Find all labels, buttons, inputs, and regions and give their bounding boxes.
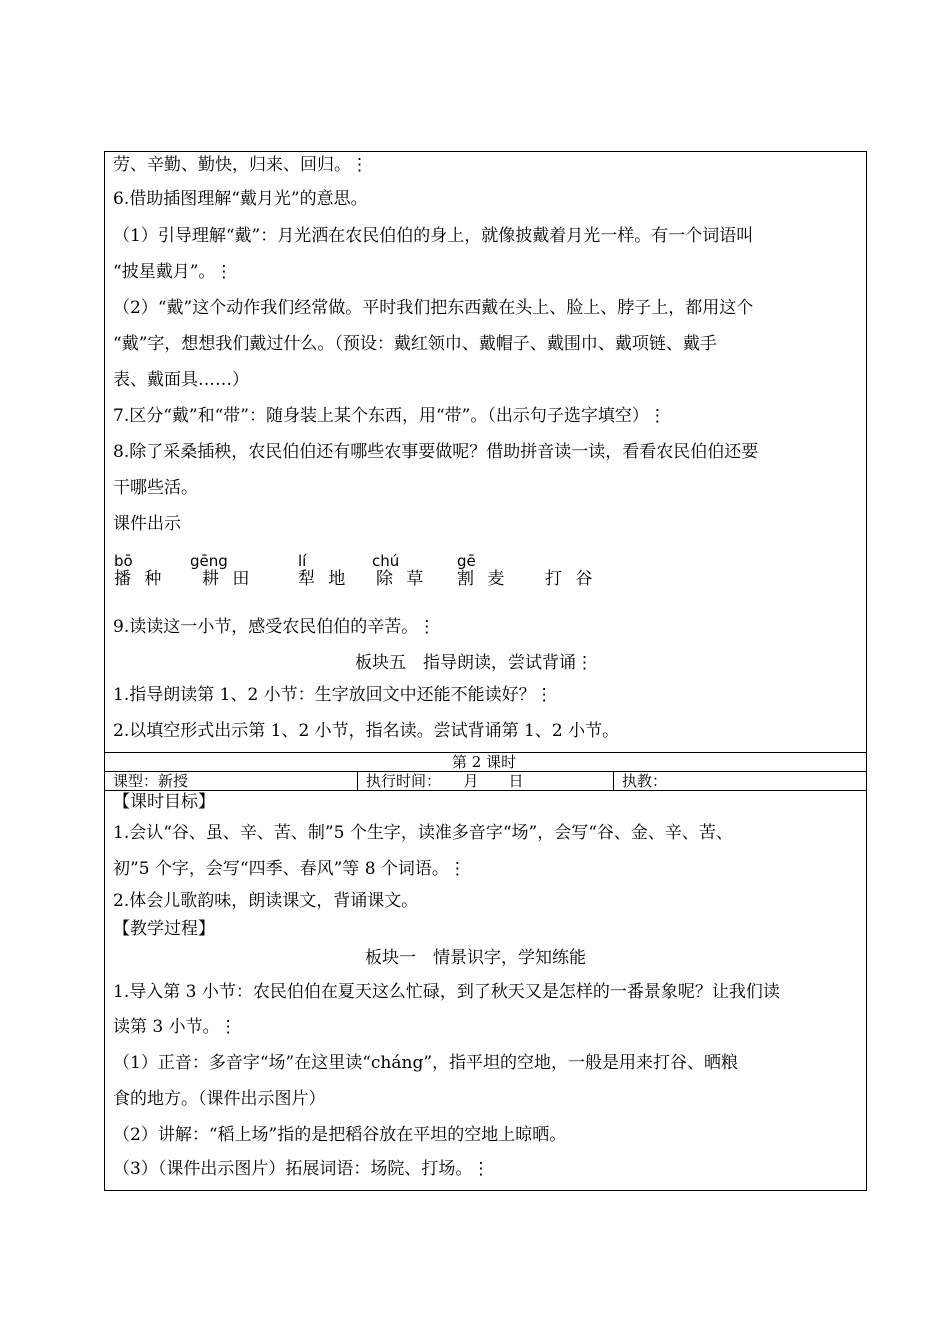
section-title: 板块一 情景识字，学知练能	[365, 948, 586, 968]
word: 播 种	[114, 569, 166, 589]
text-line: （2）讲解：“稻上场”指的是把稻谷放在平坦的空地上晾晒。	[113, 1125, 567, 1145]
text-line: 读第 3 小节。⋮	[113, 1017, 237, 1037]
text-line: 7.区分“戴”和“带”：随身装上某个东西，用“带”。（出示句子选字填空）⋮	[113, 406, 666, 426]
text-line: （3）（课件出示图片）拓展词语：场院、打场。⋮	[113, 1159, 490, 1179]
text-line: 6.借助插图理解“戴月光”的意思。	[113, 189, 368, 209]
text-line: 1.指导朗读第 1、2 小节：生字放回文中还能不能读好？⋮	[113, 685, 553, 705]
text-line: 8.除了采桑插秧，农民伯伯还有哪些农事要做呢？借助拼音读一读，看看农民伯伯还要	[113, 442, 759, 462]
text-line: “戴”字，想想我们戴过什么。（预设：戴红领巾、戴帽子、戴围巾、戴项链、戴手	[113, 334, 717, 354]
divider	[104, 790, 867, 791]
text-line: 干哪些活。	[113, 478, 198, 498]
text-line: 9.读读这一小节，感受农民伯伯的辛苦。⋮	[113, 617, 436, 637]
teacher: 执教：	[622, 772, 668, 790]
text-line: “披星戴月”。⋮	[113, 262, 233, 282]
courseware-label: 课件出示	[113, 514, 181, 534]
text-line: 2.体会儿歌韵味，朗读课文，背诵课文。	[113, 891, 419, 911]
goals-title: 【课时目标】	[113, 792, 215, 812]
text-line: 食的地方。（课件出示图片）	[113, 1089, 326, 1109]
word: 打 谷	[545, 569, 597, 589]
execution-time: 执行时间： 月 日	[366, 772, 524, 790]
lesson-header: 第 2 课时	[452, 753, 517, 771]
pinyin: lí	[298, 552, 307, 570]
divider	[613, 771, 614, 790]
lesson-type: 课型：新授	[113, 772, 189, 790]
section-title: 板块五 指导朗读，尝试背诵⋮	[355, 653, 593, 673]
text-line: （1）正音：多音字“场”在这里读“cháng”，指平坦的空地，一般是用来打谷、晒粮	[113, 1053, 739, 1073]
pinyin: chú	[372, 552, 400, 570]
process-title: 【教学过程】	[113, 919, 215, 939]
word: 耕 田	[202, 569, 254, 589]
text-line: （1）引导理解“戴”：月光洒在农民伯伯的身上，就像披戴着月光一样。有一个词语叫	[113, 226, 754, 246]
pinyin: gēng	[190, 552, 228, 570]
word: 除 草	[376, 569, 428, 589]
text-line: 劳、辛勤、勤快，归来、回归。⋮	[113, 155, 368, 175]
text-line: 初”5 个字，会写“四季、春风”等 8 个词语。⋮	[113, 859, 466, 879]
word: 割 麦	[457, 569, 509, 589]
text-line: 2.以填空形式出示第 1、2 小节，指名读。尝试背诵第 1、2 小节。	[113, 721, 620, 741]
divider	[357, 771, 358, 790]
pinyin: gē	[457, 552, 476, 570]
text-line: 1.会认“谷、虽、辛、苦、制”5 个生字，读准多音字“场”，会写“谷、金、辛、苦、	[113, 823, 733, 843]
pinyin: bō	[114, 552, 133, 570]
text-line: 表、戴面具……）	[113, 370, 249, 390]
text-line: 1.导入第 3 小节：农民伯伯在夏天这么忙碌，到了秋天又是怎样的一番景象呢？让我们读	[113, 982, 780, 1002]
text-line: （2）“戴”这个动作我们经常做。平时我们把东西戴在头上、脸上、脖子上，都用这个	[113, 298, 754, 318]
word: 犁 地	[298, 569, 350, 589]
